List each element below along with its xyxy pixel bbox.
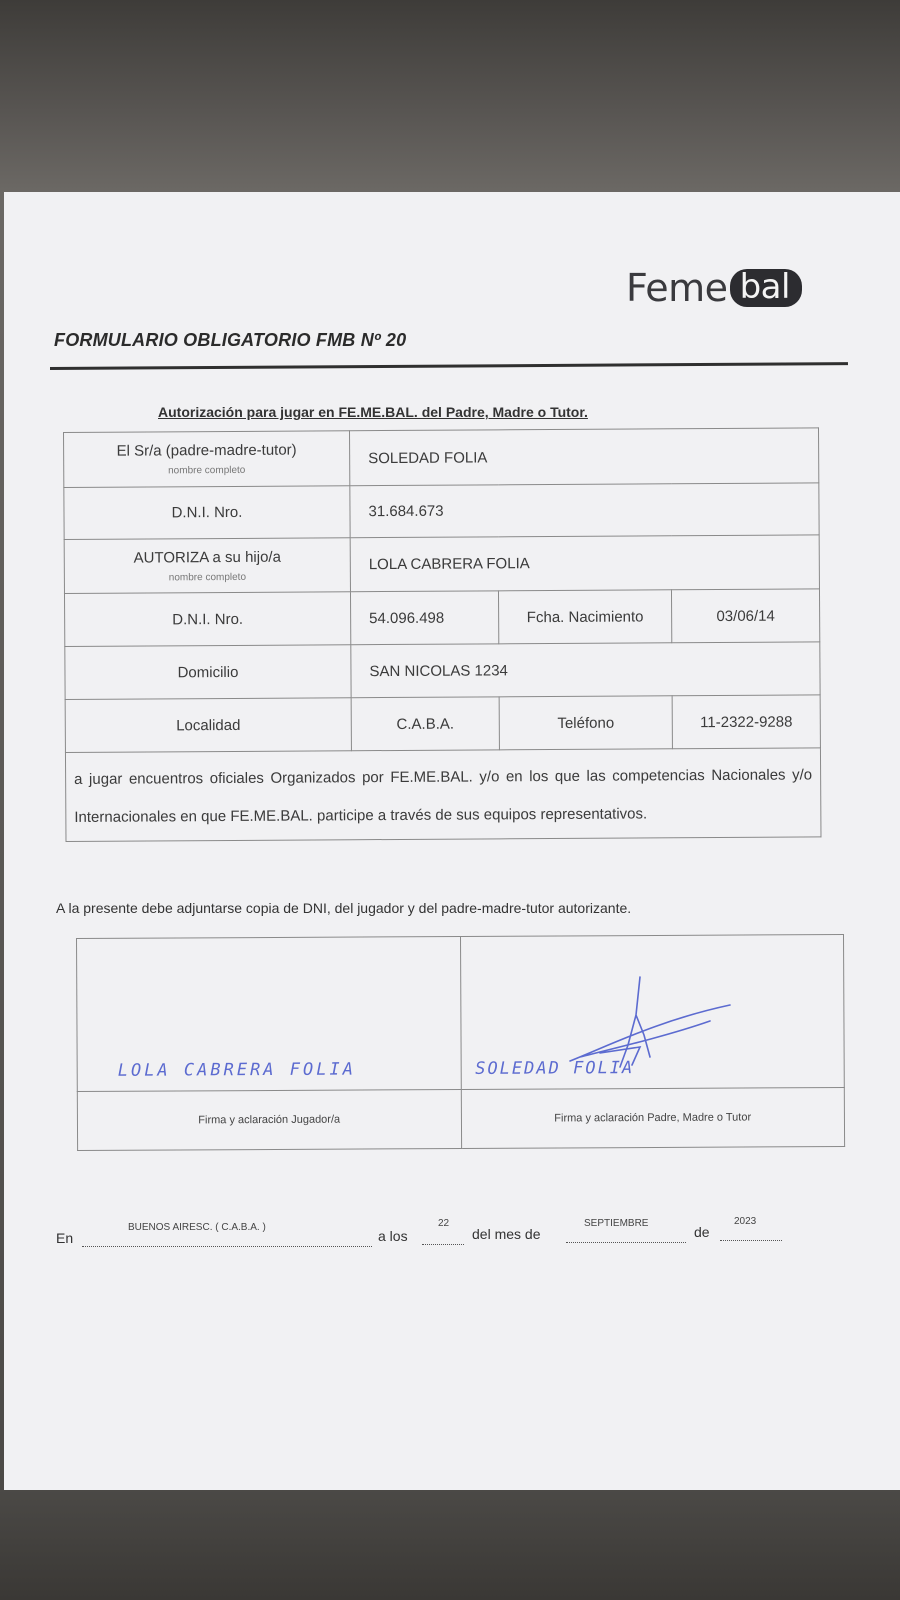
parent-label: El Sr/a (padre-madre-tutor) <box>116 441 297 460</box>
footer-mes-label: del mes de <box>472 1226 541 1242</box>
phone-label: Teléfono <box>499 696 672 750</box>
child-name-field[interactable]: LOLA CABRERA FOLIA <box>350 535 819 592</box>
birth-date-label: Fcha. Nacimiento <box>498 590 671 644</box>
footer-en-label: En <box>56 1230 74 1246</box>
place-value[interactable]: BUENOS AIRESC. ( C.A.B.A. ) <box>128 1222 266 1233</box>
child-label: AUTORIZA a su hijo/a <box>133 548 281 567</box>
attachment-note: A la presente debe adjuntarse copia de DNI, del jugador y del padre-madre-tutor autorizante. <box>56 900 632 916</box>
child-label-cell <box>64 538 350 594</box>
parent-signature-scribble <box>540 975 740 1085</box>
parent-label-cell <box>64 431 350 488</box>
form-subtitle: Autorización para jugar en FE.ME.BAL. del Padre, Madre o Tutor. <box>158 404 588 420</box>
address-label: Domicilio <box>65 645 351 700</box>
parent-handwritten-name: SOLEDAD FOLIA <box>475 1058 635 1079</box>
phone-field[interactable]: 11-2322-9288 <box>672 695 820 749</box>
authorization-table <box>63 427 821 842</box>
parent-sublabel: nombre completo <box>168 464 246 477</box>
form-title: FORMULARIO OBLIGATORIO FMB Nº 20 <box>54 330 407 350</box>
city-label: Localidad <box>65 698 351 753</box>
address-field[interactable]: SAN NICOLAS 1234 <box>351 642 820 698</box>
footer-de-label: de <box>694 1224 710 1240</box>
child-dni-field[interactable]: 54.096.498 <box>350 591 498 645</box>
city-field[interactable]: C.A.B.A. <box>351 697 499 751</box>
month-value[interactable]: SEPTIEMBRE <box>584 1218 649 1229</box>
footer-a-los-label: a los <box>378 1228 408 1244</box>
femebal-logo <box>626 268 802 308</box>
child-sublabel: nombre completo <box>168 571 247 583</box>
player-signature-caption: Firma y aclaración Jugador/a <box>77 1089 461 1150</box>
parent-dni-label: D.N.I. Nro. <box>64 486 350 540</box>
day-value[interactable]: 22 <box>438 1218 450 1229</box>
birth-date-field[interactable]: 03/06/14 <box>671 589 819 643</box>
place-dotted-line <box>82 1246 372 1247</box>
year-value[interactable]: 2023 <box>734 1216 757 1227</box>
month-dotted-line <box>566 1242 686 1243</box>
player-signature-box[interactable] <box>77 936 461 1091</box>
year-dotted-line <box>720 1240 782 1241</box>
logo-pill: bal <box>730 269 802 307</box>
parent-signature-caption: Firma y aclaración Padre, Madre o Tutor <box>461 1087 845 1148</box>
parent-dni-field[interactable]: 31.684.673 <box>350 483 819 538</box>
day-dotted-line <box>422 1244 464 1245</box>
child-dni-label: D.N.I. Nro. <box>64 592 350 647</box>
parent-name-field[interactable]: SOLEDAD FOLIA <box>349 428 818 486</box>
player-handwritten-name: LOLA CABRERA FOLIA <box>117 1059 356 1081</box>
logo-text: Feme <box>626 266 728 310</box>
authorization-text: a jugar encuentros oficiales Organizados por FE.ME.BAL. y/o en los que las competencias Nacionales y/o Internacionales en que FE.ME.BAL. participe a través de sus equipos representativos. <box>65 748 821 842</box>
